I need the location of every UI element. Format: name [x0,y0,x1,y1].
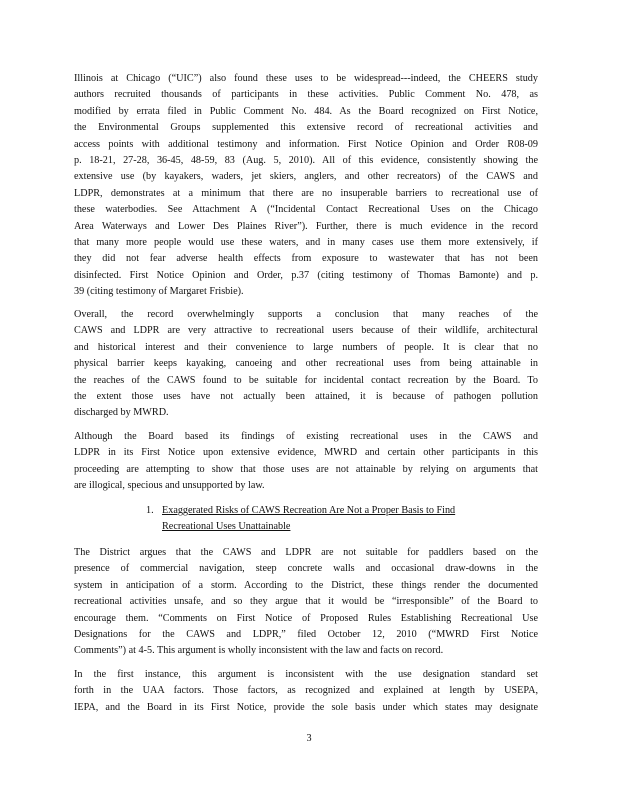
text-line: encourage them. “Comments on First Notice of Proposed Rules Establishing Recreational Use [74,612,538,624]
text-line: the extent those uses have not actually been attained, it is because of pathogen pollution [74,390,538,402]
paragraph-5 [74,667,538,716]
section-heading [146,503,538,536]
page-number: 3 [306,733,312,744]
text-line: Overall, the record overwhelmingly supports a conclusion that many reaches of the [74,309,538,320]
text-line: Illinois at Chicago (“UIC”) also found these uses to be widespread---indeed, the CHEERS study [74,73,538,84]
text-line: and historical interest and their convenience to large numbers of people. It is clear that no [74,341,538,353]
text-line: physical barrier keeps kayaking, canoeing and other recreational uses from being attainable in [74,358,538,370]
text-line: CAWS and LDPR are very attractive to recreational users because of their wildlife, architectural [74,325,538,337]
text-line: Comments”) at 4-5. This argument is wholly inconsistent with the law and facts on record. [74,645,444,657]
heading-line-1: Exaggerated Risks of CAWS Recreation Are Not a Proper Basis to Find [162,505,456,516]
text-line: LDPR in its First Notice upon extensive evidence, MWRD and certain other participants in this [74,447,538,459]
text-line: these waterbodies. See Attachment A (“Incidental Contact Recreational Uses on the Chicago [74,204,538,216]
text-line: recreational activities unsafe, and so they argue that it would be “irresponsible” of the Board to [74,596,538,608]
text-line: forth in the UAA factors. Those factors, as recognized and explained at length by USEPA, [74,685,538,697]
text-line: p. 18-21, 27-28, 36-45, 48-59, 83 (Aug. 5, 2010). All of this evidence, consistently showing the [74,154,538,166]
text-line: disinfected. First Notice Opinion and Order, p.37 (citing testimony of Thomas Bamonte) and p. [74,269,538,281]
text-line: 39 (citing testimony of Margaret Frisbie). [74,286,244,298]
text-line: proceeding are attempting to show that those uses are not attainable by relying on arguments that [74,463,538,475]
text-line: presence of commercial navigation, steep concrete walls and occasional draw-downs in the [74,563,538,575]
paragraph-4 [74,545,538,660]
text-line: In the first instance, this argument is inconsistent with the use designation standard set [74,669,538,680]
text-line: IEPA, and the Board in its First Notice, provide the sole basis under which states may designate [74,701,538,713]
text-line: are illogical, specious and unsupported by law. [74,480,265,492]
text-line: LDPR, demonstrates at a minimum that there are no insuperable barriers to recreational use of [74,187,538,199]
text-line: they did not fear adverse health effects from exposure to wastewater that has not been [74,253,538,265]
text-line: The District argues that the CAWS and LDPR are not suitable for paddlers based on the [74,547,538,558]
text-line: Area Waterways and Lower Des Plaines River”). Further, there is much evidence in the record [74,220,538,232]
text-line: system in anticipation of a storm. According to the District, these things render the documented [74,579,538,591]
text-line: the reaches of the CAWS found to be suitable for incidental contact recreation by the Board. To [74,374,538,386]
text-line: Although the Board based its findings of existing recreational uses in the CAWS and [74,431,538,442]
paragraph-1 [74,71,538,300]
text-line: access points with additional testimony and information. First Notice Opinion and Order R08-09 [74,138,538,150]
text-line: discharged by MWRD. [74,407,169,419]
heading-line-2: Recreational Uses Unattainable [162,521,291,533]
heading-number: 1. [146,505,154,516]
text-line: modified by errata filed in Public Comment No. 484. As the Board recognized on First Notice, [74,105,538,117]
paragraph-2 [74,307,538,422]
text-line: authors recruited thousands of participants in these activities. Public Comment No. 478, as [74,89,538,101]
text-line: the Environmental Groups supplemented this extensive record of recreational activities and [74,122,538,134]
text-line: that many more people would use these waters, and in many cases use them more extensively, if [74,236,538,248]
text-line: extensive use (by kayakers, waders, jet skiers, anglers, and other recreators) of the CAWS and [74,171,538,183]
paragraph-3 [74,429,538,495]
text-line: Designations for the CAWS and LDPR,” filed October 12, 2010 (“MWRD First Notice [74,628,538,640]
